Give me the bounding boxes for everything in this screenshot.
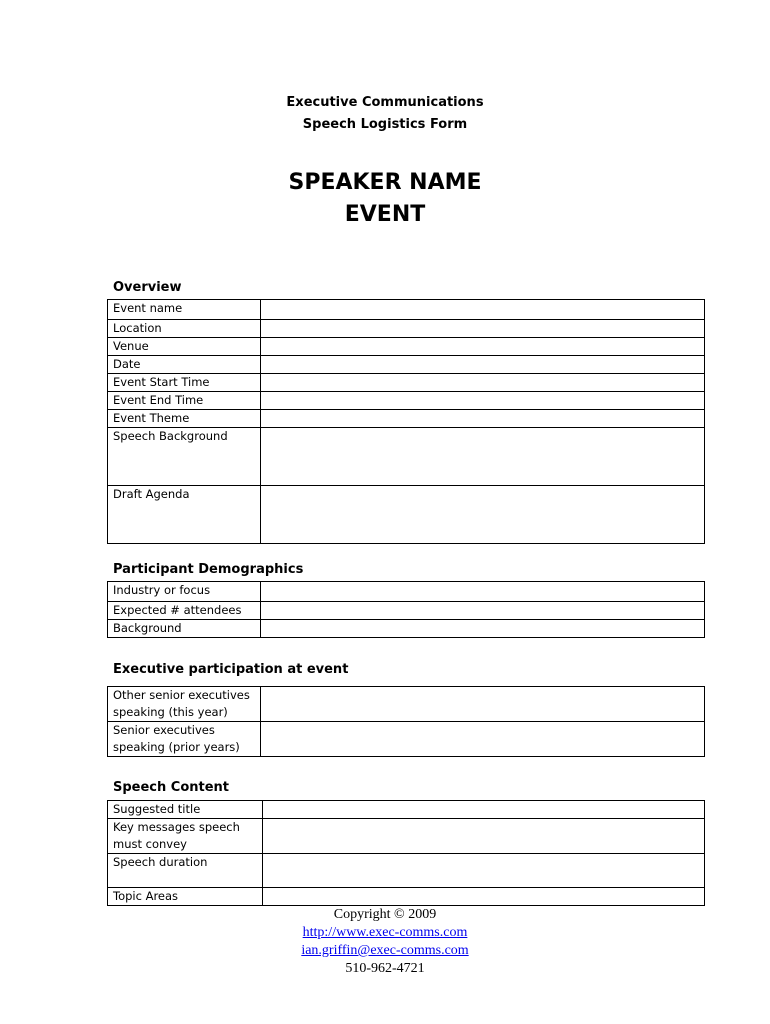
demographics-heading: Participant Demographics <box>113 562 304 577</box>
phone-number: 510-962-4721 <box>345 961 425 976</box>
industry-field[interactable] <box>261 582 705 602</box>
end-time-field[interactable] <box>261 392 705 410</box>
topic-areas-field[interactable] <box>263 888 705 906</box>
row-label: Expected # attendees <box>108 602 261 620</box>
row-label: Industry or focus <box>108 582 261 602</box>
copyright-text: Copyright © 2009 <box>333 907 437 922</box>
overview-table <box>107 299 705 544</box>
footer <box>0 906 770 978</box>
speaker-name-heading: SPEAKER NAME <box>288 170 482 195</box>
demographics-table <box>107 581 705 638</box>
email-link[interactable]: ian.griffin@exec-comms.com <box>301 943 469 958</box>
suggested-title-field[interactable] <box>263 801 705 819</box>
row-label: Event Theme <box>108 410 261 428</box>
date-field[interactable] <box>261 356 705 374</box>
row-label: Other senior executives speaking (this year) <box>108 687 261 722</box>
attendees-field[interactable] <box>261 602 705 620</box>
background-field[interactable] <box>261 620 705 638</box>
row-label: Senior executives speaking (prior years) <box>108 722 261 757</box>
venue-field[interactable] <box>261 338 705 356</box>
overview-heading: Overview <box>113 280 182 295</box>
row-label: Speech duration <box>108 854 263 888</box>
executive-table <box>107 686 705 757</box>
event-name-field[interactable] <box>261 300 705 320</box>
row-label: Key messages speech must convey <box>108 819 263 854</box>
speech-background-field[interactable] <box>261 428 705 486</box>
speech-content-table <box>107 800 705 906</box>
row-label: Event Start Time <box>108 374 261 392</box>
form-org-title: Executive Communications <box>286 95 484 110</box>
start-time-field[interactable] <box>261 374 705 392</box>
row-label: Event name <box>108 300 261 320</box>
event-heading: EVENT <box>344 202 426 227</box>
event-theme-field[interactable] <box>261 410 705 428</box>
website-link[interactable]: http://www.exec-comms.com <box>302 925 468 940</box>
row-label: Location <box>108 320 261 338</box>
row-label: Suggested title <box>108 801 263 819</box>
draft-agenda-field[interactable] <box>261 486 705 544</box>
other-executives-field[interactable] <box>261 687 705 722</box>
location-field[interactable] <box>261 320 705 338</box>
prior-executives-field[interactable] <box>261 722 705 757</box>
row-label: Draft Agenda <box>108 486 261 544</box>
row-label: Date <box>108 356 261 374</box>
speech-content-heading: Speech Content <box>113 780 230 795</box>
row-label: Background <box>108 620 261 638</box>
key-messages-field[interactable] <box>263 819 705 854</box>
row-label: Topic Areas <box>108 888 263 906</box>
row-label: Speech Background <box>108 428 261 486</box>
row-label: Venue <box>108 338 261 356</box>
executive-heading: Executive participation at event <box>113 662 349 677</box>
row-label: Event End Time <box>108 392 261 410</box>
form-title: Speech Logistics Form <box>302 117 468 132</box>
speech-duration-field[interactable] <box>263 854 705 888</box>
